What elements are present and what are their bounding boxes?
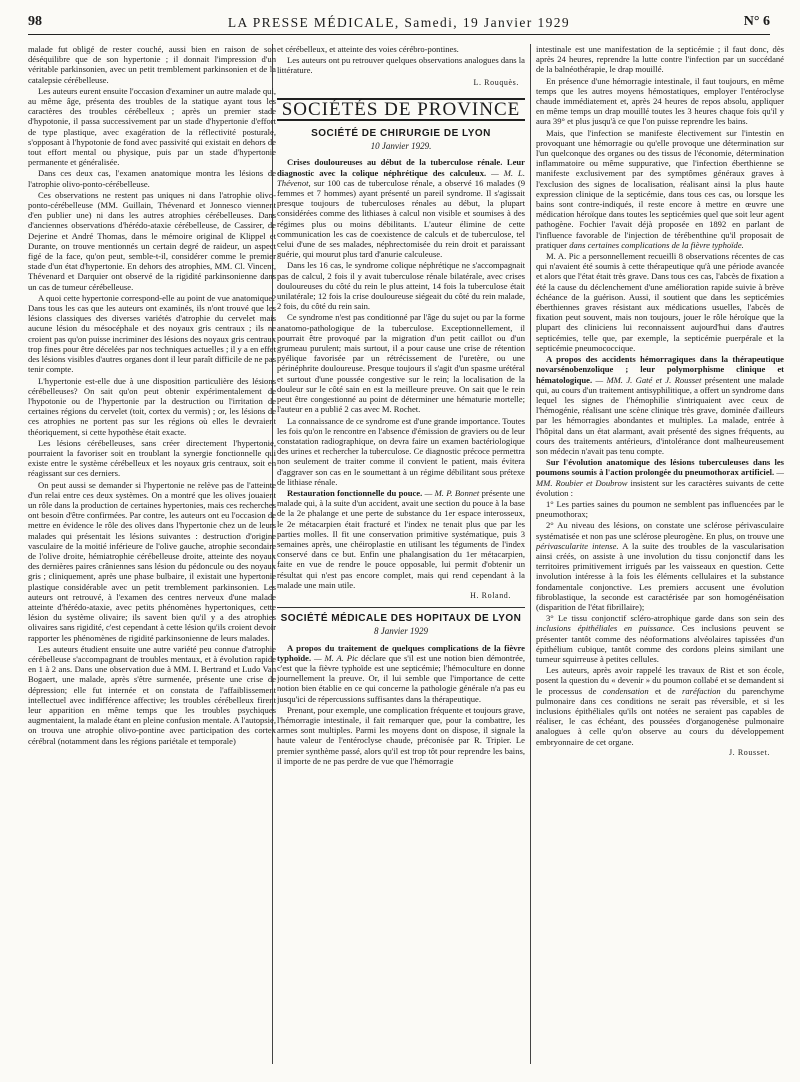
column-left	[28, 44, 276, 1064]
paragraph-text: Les auteurs, après avoir rappelé les travaux de Rist et son école, posent la question du « devenir » du poumon collabé et se demandent si le processus de	[536, 665, 784, 696]
journal-title: LA PRESSE MÉDICALE, Samedi, 19 Janvier 1929	[227, 15, 571, 30]
article-paragraph	[536, 354, 784, 456]
signature: H. Roland.	[470, 590, 511, 600]
section-divider	[277, 607, 525, 608]
article-title: A propos du traitement de quelques complications de la fièvre typhoïde.	[277, 642, 525, 663]
list-item-text: Ces inclusions peuvent se présenter tantôt comme des néoformations alvéolaires tapissées d'un épithélium cubique, tantôt comme des cordons pleins similant une tumeur squirreuse à petites cellules.	[536, 623, 784, 664]
paragraph	[536, 128, 784, 250]
article-author: — M. L. Thévenot,	[277, 167, 525, 188]
article-paragraph	[536, 457, 784, 498]
article-paragraph	[277, 157, 525, 259]
article-author: — MM. J. Gaté et J. Rousset	[595, 374, 702, 385]
column-middle	[277, 44, 525, 1064]
paragraph: Prenant, pour exemple, une complication fréquente et toujours grave, l'hémorragie intestinale, il fait remarquer que, pour la combattre, les armes sont multiples. Parmi les moyens dont on dispose, il signale la haute valeur de l'entéroclyse chaude, préconisée par R. Tripier. Le premier synthème passé, alors qu'il est trop tôt pour reprendre les bains, il importe de ne pas perdre de vue que l'hémorragie	[277, 704, 525, 766]
paragraph-text: et de	[654, 685, 676, 696]
article-text: déclare que s'il est une notion bien démontrée, c'est que la fièvre typhoïde est une septicémie; l'hémoculture en donne journellement la preuve. Or, il lui semble que l'importance de cette notion bien établie en ce qui concerne la pathologie générale n'a pas eu jusqu'ici de répercussions suffisantes dans la thérapeutique.	[277, 652, 525, 704]
article-title: Restauration fonctionnelle du pouce.	[287, 487, 423, 498]
running-header	[28, 14, 770, 35]
article-author: — MM. Roubier et Doubrow	[536, 467, 784, 488]
paragraph: Dans les 16 cas, le syndrome colique néphrétique ne s'accompagnait pas de calcul, 2 fois il y avait tuberculose rénale bilatérale, avec crises douloureuses du côté du rein le plus atteint, 14 fois la tuberculose était unilatérale; 12 fois la crise douloureuse siégeait du côté du rein malade, 2 fois, du côté du rein sain.	[277, 260, 525, 312]
article-paragraph	[277, 643, 525, 704]
column-right	[536, 44, 784, 1064]
list-item	[536, 520, 784, 612]
emphasis-text: raréfaction	[682, 685, 721, 696]
column-rule-right	[530, 44, 531, 1064]
page-number: 98	[28, 14, 42, 29]
section-title-banner: SOCIÉTÉS DE PROVINCE	[277, 98, 525, 121]
list-item-text: A la suite des troubles de la vascularisation ainsi créés, on assiste à une involution du tissu conjonctif dans les territoires primitivement irrigués par les vaisseaux en question. Cette involution intéresse à la fois les éléments cellulaires et la substance fondamentale conjonctive. Les premiers accusent une évolution fibroblastique, la seconde est caractérisée par son homogénéisation (disparition de l'état fibrillaire);	[536, 540, 784, 612]
article-text: insistent sur les caractères suivants de cette évolution :	[536, 477, 784, 498]
emphasis-text: périvascularite intense.	[536, 540, 619, 551]
paragraph	[536, 665, 784, 747]
paragraph: malade fut obligé de rester couché, aussi bien en raison de son déséquilibre que de son hypertonie ; il donnait l'impression d'un véritable parkinsonien, avec un petit tremblement parkinsonien et de la catalepsie cérébelleuse.	[28, 44, 276, 85]
paragraph: A quoi cette hypertonie correspond-elle au point de vue anatomique? Dans tous les cas que les auteurs ont examinés, ils n'ont trouvé que les lésions classiques des diverses variétés d'atrophie du cervelet mais aucune lésion du mésocéphale et des noyaux gris centraux ; ils ne croient pas qu'on puisse incriminer des lésions des noyaux gris centraux trop fines pour être décelées par nos techniques actuelles ; il y a en effet des lésions visibles d'autres organes dont il leur paraît difficile de ne pas tenir compte.	[28, 292, 276, 375]
session-date: 10 Janvier 1929.	[370, 141, 432, 152]
issue-number: N° 6	[743, 14, 770, 29]
paragraph: La connaissance de ce syndrome est d'une grande importance. Toutes les fois qu'on le rencontre en l'absence d'émission de graviers ou de leur constatation radiographique, on devra faire un examen bactériologique des urines et rechercher la tuberculose. Ce diagnostic précoce permettra non seulement de traiter comme il convient le patient, mais évitera d'aggraver son cas en le soumettant à un régime débilitant sous prétexe de lithiase rénale.	[277, 415, 525, 487]
paragraph: Ce syndrome n'est pas conditionné par l'âge du sujet ou par la forme anatomo-pathologique de la tuberculose. Exceptionnellement, il pourrait être provoqué par la migration d'un petit caillot ou d'un grumeau purulent; mais surtout, il a pour cause une crise de rétention pyélique favorisée par un rétrécissement de l'uretère, ou une périnéphrite douloureuse. Presque toujours il s'agit d'un spasme urétéral et surtout d'une poussée congestive sur le rein; la localisation de la douleur sur le côté sain en est la meilleure preuve. On sait que le rein peut être congestionné au point de déterminer une hématurie mortelle; l'auteur en a publié 2 cas avec M. Rochet.	[277, 312, 525, 415]
session-date: 8 Janvier 1929	[374, 626, 428, 637]
paragraph: Ces observations ne restent pas uniques ni dans l'atrophie olivo-ponto-cérébelleuse (MM. Guillain, Thévenard et Jonnesco viennent d'en publier une) ni dans les autres atrophies cérébelleuses. Dans d'anciennes observations d'hérédo-ataxie cérébelleuse, de Cassirer, de Dejerine et André Thomas, dans le mémoire original de Klippel et Durante, on trouve mentionnés un certain degré de raideur, un aspect figé de la face, qu'on peut, semble-t-il, considérer comme le premier stade d'un état d'hypertonie. En dehors des atrophies, MM. Cl. Vincent, Thévenard et Darquier ont observé de la rigidité parkinsonienne dans un cas de tumeur cérébelleuse.	[28, 189, 276, 292]
paragraph: L'hypertonie est-elle due à une disposition particulière des lésions cérébelleuses? On sait qu'on peut obtenir expérimentalement de l'hypotonie ou de l'hypertonie par la destruction ou l'irritation de certaines régions du cervelet (toit, cortex du vermis) ; or, les lésions de ces atrophies ne portent pas sur les régions où elles le devraient théoriquement, si cette hypothèse était exacte.	[28, 375, 276, 437]
society-heading: SOCIÉTÉ MÉDICALE DES HOPITAUX DE LYON	[280, 613, 522, 625]
signature: J. Rousset.	[728, 747, 770, 757]
paragraph: Les auteurs ont pu retrouver quelques observations analogues dans la littérature.	[277, 55, 525, 76]
emphasis-text: condensation	[602, 685, 649, 696]
article-text: sur 100 cas de tuberculose rénale, a observé 16 malades (9 femmes et 7 hommes) ayant présenté un pareil syndrome. Il s'agissait presque toujours de tuberculoses rénales au début, la plupart considérées comme des lithiases à calcul non visible et soumises à des régimes plus ou moins débilitants. L'auteur élimine de cette communication les cas de coexistence de calculs et de tuberculose, tel celui d'une de ses malades, néphrectomisée du rein droit et paraissant guérie, qui mourut plus tard d'anurie calculeuse.	[277, 177, 525, 260]
paragraph: On peut aussi se demander si l'hypertonie ne relève pas de l'atteinte d'un relai entre ces deux systèmes. On a montré que les olives jouaient un rôle dans la production de certaines hypertonies, mais ces recherches ont besoin d'être confirmées. Par contre, les auteurs ont eu l'occasion de mettre en évidence le rôle des olives dans l'hypertonie chez un de leurs malades qui présentait les lésions suivantes : destruction d'origine vasculaire de la moitié inférieure de l'olive gauche, atrophie secondaire de l'olive droite, hémiatrophie cérébelleuse droite, atteinte des noyaux des dernières paires crâniennes sans lésion du pédoncule ou des noyaux gris ; cliniquement, après une phase bulbaire, il existait une hypertonie plastique considérable avec un petit tremblement parkinsonien. Les auteurs ont retrouvé, à l'examen des centres nerveux d'une malade atteinte d'hérédo-ataxie, avec petits phénomènes hypertoniques, cette lésion du système olivaire; ils savent bien qu'il y a des atrophies olivaires sans rigidité, c'est cependant à cette lésion qu'ils croient devoir rapporter les phénomènes de rigidité parkinsonienne de leurs malades.	[28, 479, 276, 643]
article-author: — M. P. Bonnet	[424, 487, 480, 498]
list-item-text: 2° Au niveau des lésions, on constate une sclérose périvasculaire systématisée et non pas une sclérose pleurogène. En plus, on trouve une	[536, 520, 784, 541]
article-text: présentent une malade qui, au cours d'un traitement antisyphilitique, a offert un syndrome dans lequel les signes de l'hémophilie s'intriquaient avec ceux de l'hémogénie, réalisant une scène clinique très grave, dominée d'ailleurs par les hémorragies abondantes et multiples. La malade, entrée à l'hôpital dans un état alarmant, avait présenté des signes fréquents, au cours des traitements antérieurs, d'intolérance dont malheureusement son médecin n'avait pas tenu compte.	[536, 374, 784, 456]
paragraph: et cérébelleux, et atteinte des voies cérébro-pontines.	[277, 44, 459, 54]
paragraph-text: Mais, que l'infection se manifeste électivement sur l'intestin en provoquant une hémorragie ou qu'elle provoque une détermination sur l'un quelconque des organes ou des tissus de l'économie, détermination inflammatoire ou même suppurative, que l'infection éberthienne se manifeste exclusivement par des symptômes généraux graves à l'exclusion des signes de localisation, réalisant ainsi la plus haute expression clinique de la septicémie, dans tous ces cas, ou lorsque les bains sont contre-indiqués, il reste encore à mettre en œuvre une médication héroïque dans toutes les septicémies quel que soit leur agent pathogène. Fochier l'avait déjà proposée en 1892 en parlant de l'influence favorable de l'injection de térébenthine qu'il proposait de pratiquer	[536, 127, 784, 250]
list-item: 1° Les parties saines du poumon ne semblent pas influencées par le pneumothorax;	[536, 498, 784, 520]
list-item-text: 3° Le tissu conjonctif scléro-atrophique garde dans son sein des	[546, 613, 784, 624]
emphasis-text: dans certaines complications de la fièvre typhoïde.	[569, 239, 744, 250]
paragraph: Dans ces deux cas, l'examen anatomique montra les lésions de l'atrophie olivo-ponto-cérébelleuse.	[28, 168, 276, 189]
paragraph: Les lésions cérébelleuses, sans créer directement l'hypertonie, pourraient la favoriser soit en troublant la synergie fonctionnelle qui existe entre le système cérébelleux et les noyaux gris centraux, soit en réagissant sur ces derniers.	[28, 437, 276, 479]
paragraph: intestinale est une manifestation de la septicémie ; il faut donc, dès après 24 heures, reprendre la lutte contre l'infection par un succédané de la balnéothérapie, le drap mouillé.	[536, 44, 784, 75]
society-heading: SOCIÉTÉ DE CHIRURGIE DE LYON	[311, 128, 491, 140]
article-author: — M. A. Pic	[314, 652, 359, 663]
list-item	[536, 613, 784, 664]
article-title: Sur l'évolution anatomique des lésions tuberculeuses dans les poumons soumis à l'action prolongée du pneumothorax artificiel.	[536, 457, 784, 478]
article-text: présente une malade qui, à la suite d'un accident, avait une section du pouce à la base de la 2e phalange et une perte de substance du 1er espace interosseux, le 2e métacarpien était fracturé et l'index ne tenait plus que par les parties molles. Il fit une conservation primitive systématique, puis 3 semaines après, une chéiroplastie en utilisant les téguments de l'index conservé dans ce but. Enfin une phalangisation du 1er métacarpien, faite en vue de rendre le pouce opposable, lui permit d'obtenir un résultat qui n'est pas encore complet, mais qui rend cependant à la malade une main utile.	[277, 487, 525, 590]
paragraph: M. A. Pic a personnellement recueilli 8 observations récentes de cas qui n'avaient été soumis à cette thérapeutique qu'à une période avancée et alors que l'état était très grave. Dans tous ces cas, l'abcès de fixation a été la cause du déclenchement d'une amélioration rapide suivie à brève échéance de la guérison. Aussi, il soutient que dans les septicémies éberthiennes graves résistant aux médications usuelles, l'abcès de fixation peut souvent, mais non toujours, jouer le rôle héroïque que la plupart des cliniciens lui reconnaissent aujourd'hui dans d'autres septicémies, telle que, par exemple, la septicémie puerpérale et la septicémie pneumococcique.	[536, 251, 784, 353]
article-title: Crises douloureuses au début de la tuberculose rénale. Leur diagnostic avec la colique néphrétique des calculeux.	[277, 157, 525, 178]
article-title: A propos des accidents hémorragiques dans la thérapeutique novarsénobenzolique ; leur polymorphisme clinique et hématologique.	[536, 354, 784, 385]
paragraph: Les auteurs eurent ensuite l'occasion d'examiner un autre malade qui, au même âge, présenta des troubles de la statique ayant tous les caractères des troubles cérébelleux ; après un premier stade d'hypotonie, il passa successivement par un stade d'hypertonie d'effort de type plastique, avec exagération de la réflectivité posturale, s'opposant à l'hypotonie de fond avec passivité qui existait en dehors de tout effort mental ou physique, puis par un stade d'hypertonie permanente et généralisée.	[28, 85, 276, 168]
paragraph: En présence d'une hémorragie intestinale, il faut toujours, en même temps que les autres moyens hémostatiques, employer l'entéroclyse chaude immédiatement et, après 24 heures de repos absolu, appliquer en même temps un drap mouillé toutes les 3 heures chaque fois qu'il y aura 39° et plus jusqu'à ce que l'on puisse reprendre les bains.	[536, 75, 784, 127]
article-paragraph	[277, 488, 525, 590]
paragraph-text: du parenchyme pulmonaire dans ces conditions ne serait pas réversible, et si les inclusions épithéliales qu'ils ont notées ne seraient pas capables de réaliser, le cas échéant, des poussées d'organogenèse pulmonaire analogues à celle qu'on observe au cours du développement embryonnaire de cet organe.	[536, 685, 784, 747]
paragraph: Les auteurs étudient ensuite une autre variété peu connue d'atrophie cérébelleuse s'accompagnant de troubles mentaux, et à évolution rapide en 1 à 2 ans. Dans une observation due à MM. I. Bertrand et Ludo Van Bogaert, une malade, après s'être surmenée, présente une crise de dépression; elle fut internée et on constata de l'affaiblissement intellectuel avec indifférence affective; les troubles cérébelleux firent leur apparition en même temps que les troubles psychiques augmentaient, la malade étant en pleine confusion mentale. A l'autopsie, on trouva une atrophie olivo-pontine avec participation des cortex cérébral (notamment dans les régions pariétale et temporale)	[28, 643, 276, 746]
signature: L. Rouquès.	[473, 77, 519, 87]
emphasis-text: inclusions épithéliales en puissance.	[536, 623, 675, 634]
